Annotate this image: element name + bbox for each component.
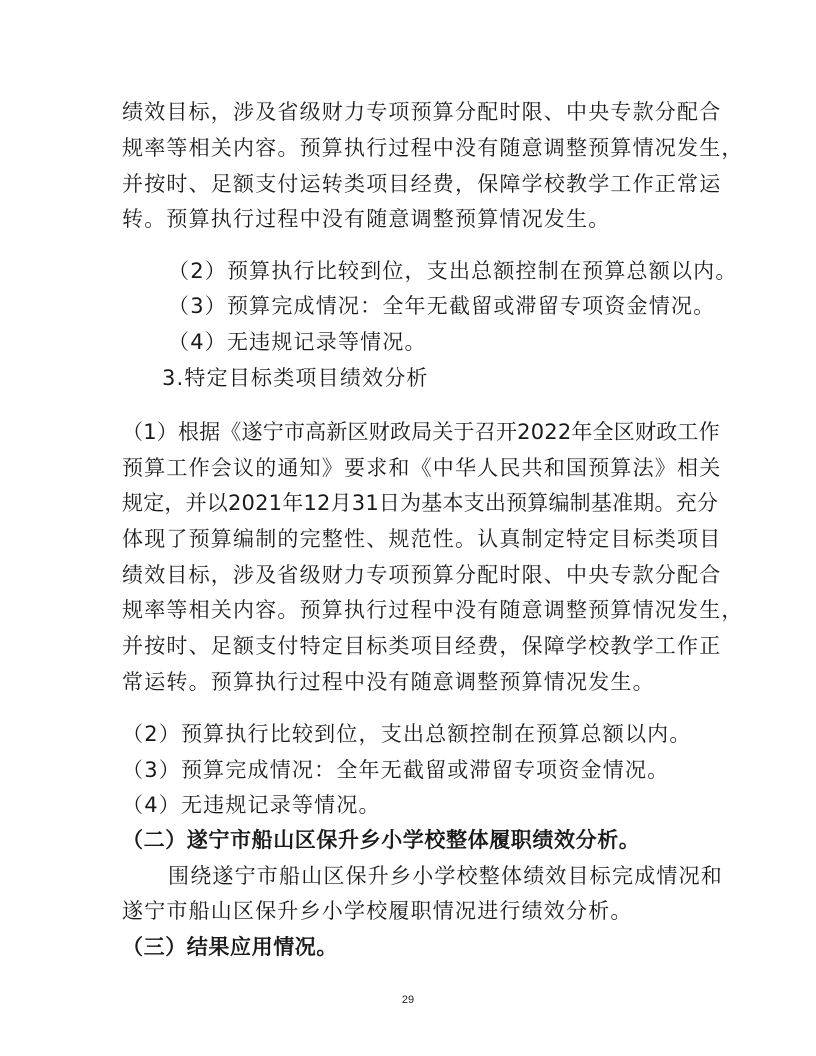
paragraph2-line-3: 规定，并以2021年12月31日为基本支出预算编制基准期。充分 xyxy=(122,491,719,515)
paragraph2-line-7: 并按时、足额支付特定目标类项目经费，保障学校教学工作正 xyxy=(122,634,722,658)
list1-item-3: （3）预算完成情况：全年无截留或滞留专项资金情况。 xyxy=(168,294,716,318)
heading-section-3: （三）结果应用情况。 xyxy=(122,935,338,959)
paragraph1-line-3: 并按时、足额支付运转类项目经费，保障学校教学工作正常运 xyxy=(122,172,722,196)
paragraph3-line-2: 遂宁市船山区保升乡小学校履职情况进行绩效分析。 xyxy=(122,899,633,923)
list2-item-4: （4）无违规记录等情况。 xyxy=(122,793,381,817)
list2-item-2: （2）预算执行比较到位，支出总额控制在预算总额以内。 xyxy=(122,722,692,746)
section3-heading: 3.特定目标类项目绩效分析 xyxy=(162,366,429,390)
paragraph2-line-8: 常运转。预算执行过程中没有随意调整预算情况发生。 xyxy=(122,670,655,694)
list1-item-2: （2）预算执行比较到位，支出总额控制在预算总额以内。 xyxy=(168,259,738,283)
paragraph2-line-6: 规率等相关内容。预算执行过程中没有随意调整预算情况发生， xyxy=(122,598,744,622)
list1-item-4: （4）无违规记录等情况。 xyxy=(168,330,427,354)
paragraph2-line-1: （1）根据《遂宁市高新区财政局关于召开2022年全区财政工作 xyxy=(122,420,720,444)
paragraph2-line-4: 体现了预算编制的完整性、规范性。认真制定特定目标类项目 xyxy=(122,527,722,551)
paragraph1-line-4: 转。预算执行过程中没有随意调整预算情况发生。 xyxy=(122,207,611,231)
paragraph1-line-2: 规率等相关内容。预算执行过程中没有随意调整预算情况发生， xyxy=(122,136,744,160)
paragraph1-line-1: 绩效目标，涉及省级财力专项预算分配时限、中央专款分配合 xyxy=(122,100,722,124)
heading-section-2: （二）遂宁市船山区保升乡小学校整体履职绩效分析。 xyxy=(122,828,641,852)
paragraph2-line-2: 预算工作会议的通知》要求和《中华人民共和国预算法》相关 xyxy=(122,456,722,480)
paragraph3-line-1: 围绕遂宁市船山区保升乡小学校整体绩效目标完成情况和 xyxy=(168,864,723,888)
page-number: 29 xyxy=(401,994,415,1006)
paragraph2-line-5: 绩效目标，涉及省级财力专项预算分配时限、中央专款分配合 xyxy=(122,563,722,587)
list2-item-3: （3）预算完成情况：全年无截留或滞留专项资金情况。 xyxy=(122,758,670,782)
